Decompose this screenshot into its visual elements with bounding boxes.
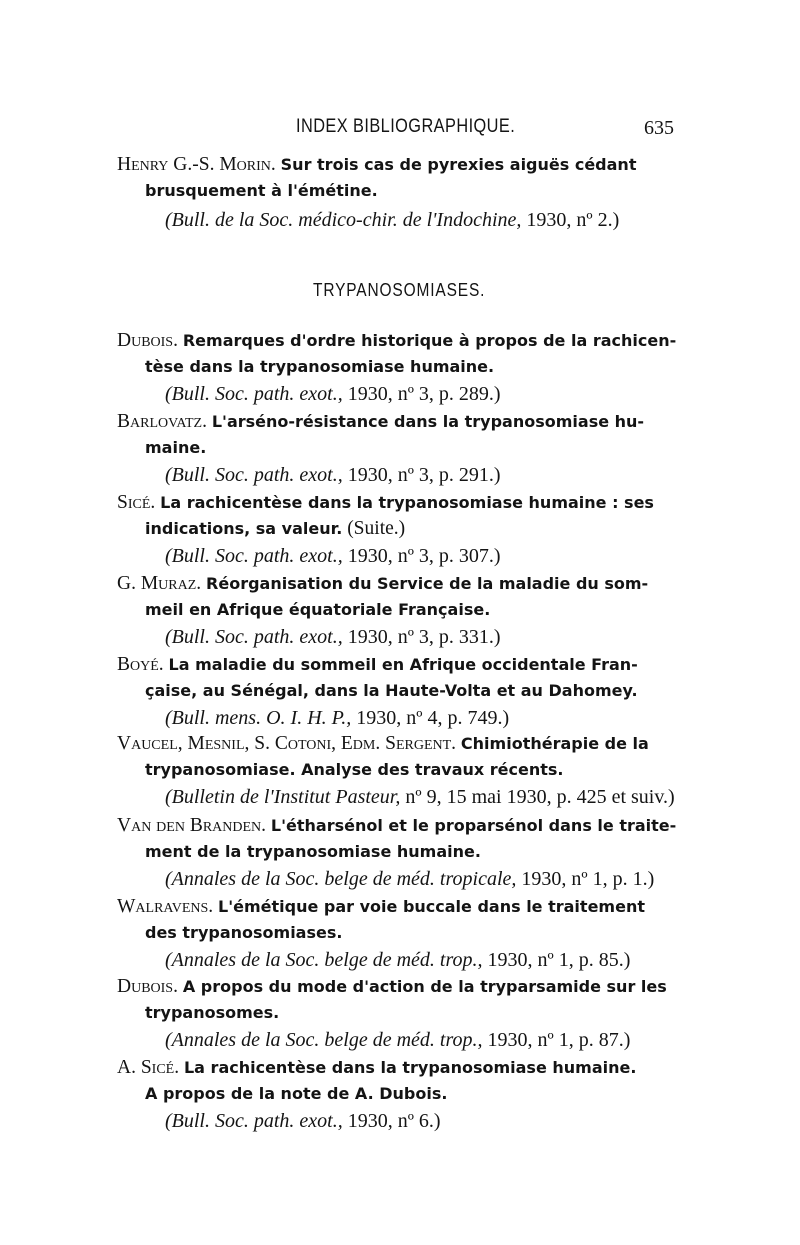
entry-title: Remarques d'ordre historique à propos de la rachicen- [182, 331, 677, 350]
entry-first-line [117, 812, 676, 840]
entry-title: La rachicentèse dans la trypanosomiase humaine : ses [160, 493, 654, 512]
entry-title: A propos du mode d'action de la tryparsamide sur les [182, 977, 667, 996]
entry-first-line [117, 570, 648, 598]
entry-citation: (Bull. Soc. path. exot., 1930, nº 3, p. 331.) [165, 626, 501, 648]
entry-first-line [117, 489, 654, 517]
entry-citation: (Annales de la Soc. belge de méd. trop., 1930, nº 1, p. 85.) [165, 949, 631, 971]
entry-author: G. Muraz. [117, 573, 202, 594]
entry-author: Dubois. [117, 330, 178, 351]
entry-first-line [117, 1054, 636, 1082]
entry-author: Van den Branden. [117, 815, 267, 836]
entry-first-line [117, 327, 676, 355]
entry-title: L'émétique par voie buccale dans le traitement [218, 897, 645, 916]
entry-title: L'étharsénol et le proparsénol dans le traite- [270, 816, 677, 835]
entry-first-line [117, 408, 644, 436]
entry-title-continuation: tèse dans la trypanosomiase humaine. [145, 357, 495, 376]
entry-first-line [117, 151, 636, 179]
entry-citation: (Bull. Soc. path. exot., 1930, nº 3, p. 307.) [165, 545, 501, 567]
entry-title-continuation: meil en Afrique équatoriale Française. [145, 600, 491, 619]
entry-title-continuation: trypanosomes. [145, 1003, 280, 1022]
entry-title: La maladie du sommeil en Afrique occidentale Fran- [168, 655, 638, 674]
entry-title: Réorganisation du Service de la maladie du som- [206, 574, 649, 593]
entry-title-continuation: ment de la trypanosomiase humaine. [145, 842, 481, 861]
entry-title-continuation: indications, sa valeur. (Suite.) [145, 518, 406, 539]
entry-first-line [117, 893, 645, 921]
entry-citation: (Annales de la Soc. belge de méd. trop., 1930, nº 1, p. 87.) [165, 1029, 631, 1051]
entry-title-continuation: brusquement à l'émétine. [145, 181, 378, 200]
running-header [0, 116, 800, 146]
entry-first-line [117, 973, 667, 1001]
section-heading: TRYPANOSOMIASES. [313, 280, 486, 300]
entry-title-continuation: çaise, au Sénégal, dans la Haute-Volta et au Dahomey. [145, 681, 638, 700]
entry-author: A. Sicé. [117, 1057, 180, 1078]
entry-author: Barlovatz. [117, 411, 207, 432]
entry-title: Sur trois cas de pyrexies aiguës cédant [280, 155, 637, 174]
entry-author: Dubois. [117, 976, 178, 997]
entry-title: Chimiothérapie de la [460, 734, 649, 753]
entry-citation: (Bull. mens. O. I. H. P., 1930, nº 4, p. 749.) [165, 707, 510, 729]
entry-first-line [117, 651, 638, 679]
entry-citation: (Bull. de la Soc. médico-chir. de l'Indochine, 1930, nº 2.) [165, 209, 620, 231]
entry-author: Vaucel, Mesnil, S. Cotoni, Edm. Sergent. [117, 733, 457, 754]
entry-author: Henry G.-S. Morin. [117, 154, 276, 175]
running-title: INDEX BIBLIOGRAPHIQUE. [296, 116, 516, 137]
entry-citation: (Annales de la Soc. belge de méd. tropicale, 1930, nº 1, p. 1.) [165, 868, 655, 890]
entry-citation: (Bull. Soc. path. exot., 1930, nº 3, p. 291.) [165, 464, 501, 486]
entry-title-continuation: des trypanosomiases. [145, 923, 343, 942]
entry-author: Sicé. [117, 492, 156, 513]
entry-title: L'arséno-résistance dans la trypanosomiase hu- [211, 412, 645, 431]
entry-title: La rachicentèse dans la trypanosomiase humaine. [183, 1058, 637, 1077]
page-number: 635 [644, 117, 674, 139]
entry-citation: (Bull. Soc. path. exot., 1930, nº 3, p. 289.) [165, 383, 501, 405]
entry-title-continuation: A propos de la note de A. Dubois. [145, 1084, 448, 1103]
entry-title-continuation: trypanosomiase. Analyse des travaux récents. [145, 760, 564, 779]
entry-author: Boyé. [117, 654, 164, 675]
entry-author: Walravens. [117, 896, 214, 917]
entry-citation: (Bull. Soc. path. exot., 1930, nº 6.) [165, 1110, 441, 1132]
entry-first-line [117, 730, 649, 758]
entry-citation: (Bulletin de l'Institut Pasteur, nº 9, 15 mai 1930, p. 425 et suiv.) [165, 786, 675, 808]
entry-title-continuation: maine. [145, 438, 207, 457]
